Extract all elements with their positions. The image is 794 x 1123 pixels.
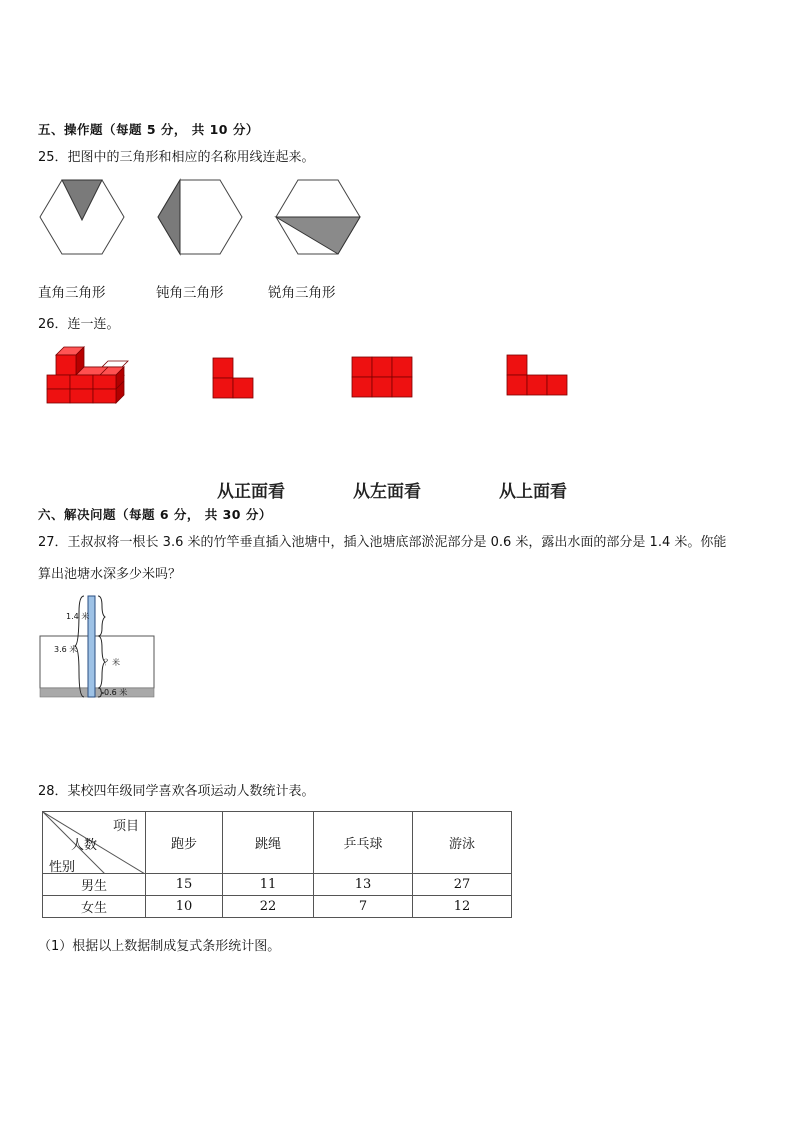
- table-row: [43, 896, 512, 918]
- pond-mud: [40, 688, 154, 697]
- label-above-water: 1.4 米: [66, 612, 90, 621]
- question-25-text: 25．把图中的三角形和相应的名称用线连起来。: [38, 150, 315, 165]
- view-front-label: 从正面看: [217, 482, 285, 502]
- cube-solid-3d: [47, 347, 128, 403]
- table-cell: 13: [314, 874, 413, 896]
- hexagon-acute-triangle: [276, 180, 360, 254]
- section-5-title: 五、操作题（每题 5 分， 共 10 分）: [38, 122, 259, 137]
- view-left-label: 从左面看: [353, 482, 421, 502]
- corner-count-label: 人数: [71, 838, 98, 853]
- section-6-title: 六、解决问题（每题 6 分， 共 30 分）: [38, 507, 272, 522]
- table-row: [43, 874, 512, 896]
- question-27-line2: 算出池塘水深多少米吗？: [38, 567, 182, 582]
- table-header-row: [43, 812, 512, 874]
- header-table-tennis: 乒乓球: [314, 812, 413, 874]
- hexagon-obtuse-triangle: [158, 180, 242, 254]
- label-right-triangle: 直角三角形: [38, 285, 106, 301]
- row-label-girls: 女生: [43, 896, 146, 918]
- table-corner-cell: [43, 812, 146, 874]
- label-water-depth: ？米: [104, 658, 120, 667]
- header-jump-rope: 跳绳: [223, 812, 314, 874]
- view-shape-3: [507, 355, 567, 395]
- hexagon-figures: [36, 176, 366, 258]
- question-28-sub1: （1）根据以上数据制成复式条形统计图。: [38, 939, 281, 954]
- table-cell: 27: [413, 874, 512, 896]
- table-cell: 12: [413, 896, 512, 918]
- table-cell: 11: [223, 874, 314, 896]
- label-acute-triangle: 锐角三角形: [268, 285, 336, 301]
- table-cell: 10: [146, 896, 223, 918]
- row-label-boys: 男生: [43, 874, 146, 896]
- table-cell: 22: [223, 896, 314, 918]
- view-top-label: 从上面看: [499, 482, 567, 502]
- header-running: 跑步: [146, 812, 223, 874]
- view-shape-1: [213, 358, 253, 398]
- label-mud-depth: 0.6 米: [104, 688, 128, 697]
- corner-gender-label: 性别: [49, 860, 76, 875]
- view-shape-2: [352, 357, 412, 397]
- brace-top: [98, 596, 105, 636]
- table-cell: 15: [146, 874, 223, 896]
- header-swimming: 游泳: [413, 812, 512, 874]
- label-total-length: 3.6 米: [54, 645, 78, 654]
- question-28-text: 28．某校四年级同学喜欢各项运动人数统计表。: [38, 784, 315, 799]
- question-26-text: 26．连一连。: [38, 317, 120, 332]
- sports-stats-table: [42, 811, 512, 918]
- corner-item-label: 项目: [112, 819, 139, 834]
- table-cell: 7: [314, 896, 413, 918]
- question-27-line1: 27．王叔叔将一根长 3.6 米的竹竿垂直插入池塘中，插入池塘底部淤泥部分是 0.6 米，露出水面的部分是 1.4 米。你能: [38, 535, 727, 550]
- cube-figures: [44, 343, 574, 407]
- label-obtuse-triangle: 钝角三角形: [156, 285, 224, 301]
- hexagon-right-triangle: [40, 180, 124, 254]
